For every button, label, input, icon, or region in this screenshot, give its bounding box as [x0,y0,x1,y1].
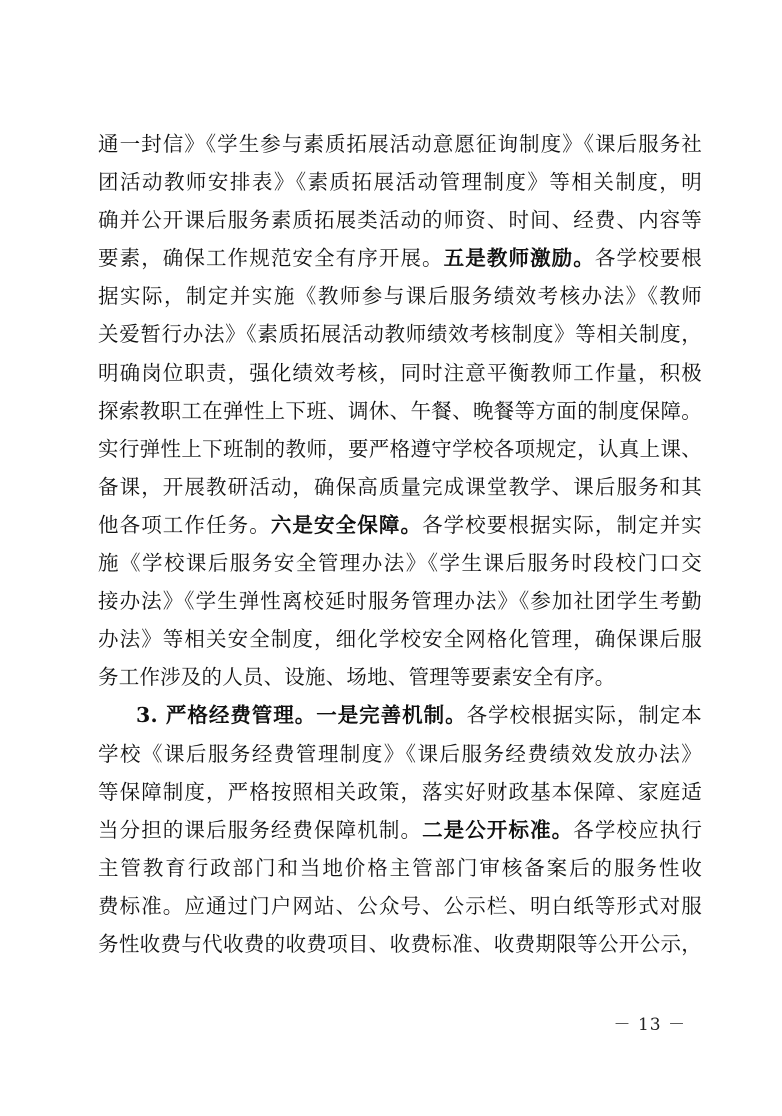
text-segment: 各学校应执行 [573,817,703,842]
text-line [98,658,702,696]
text-segment: 确并公开课后服务素质拓展类活动的师资、时间、经费、内容等 [98,208,702,233]
text-line [98,887,702,925]
text-segment: 等保障制度，严格按照相关政策，落实好财政基本保障、家庭适 [98,779,702,804]
text-line [98,925,702,963]
text-segment: 各学校要根据实际，制定并实 [422,512,702,537]
text-line [98,315,702,353]
text-segment: 费标准。应通过门户网站、公众号、公示栏、明白纸等形式对服 [98,893,702,918]
bold-heading-text: 五是教师激励。 [443,246,595,271]
text-line [98,582,702,620]
text-line [98,696,702,734]
text-segment: 各学校根据实际，制定本 [466,703,702,728]
body-text [98,125,702,963]
text-line [98,354,702,392]
text-line [98,544,702,582]
text-segment: 主管教育行政部门和当地价格主管部门审核备案后的服务性收 [98,855,702,880]
bold-heading-text: 3. 严格经费管理。 [136,703,317,728]
text-segment: 办法》等相关安全制度，细化学校安全网格化管理，确保课后服 [98,627,702,652]
text-segment: 学校《课后服务经费管理制度》《课后服务经费绩效发放办法》 [98,741,702,766]
bold-heading-text: 一是完善机制。 [316,703,467,728]
text-segment: 务性收费与代收费的收费项目、收费标准、收费期限等公开公示， [98,931,702,956]
text-line [98,849,702,887]
text-segment: 探索教职工在弹性上下班、调休、午餐、晚餐等方面的制度保障。 [98,398,702,423]
text-line [98,392,702,430]
text-line [98,201,702,239]
text-segment: 他各项工作任务。 [98,512,271,537]
text-segment: 关爱暂行办法》《素质拓展活动教师绩效考核制度》等相关制度， [98,322,702,347]
text-line [98,773,702,811]
text-line [98,506,702,544]
bold-heading-text: 二是公开标准。 [422,817,574,842]
text-segment: 要素，确保工作规范安全有序开展。 [98,246,444,271]
text-segment: 当分担的课后服务经费保障机制。 [98,817,423,842]
text-segment: 通一封信》《学生参与素质拓展活动意愿征询制度》《课后服务社 [98,132,702,156]
text-line [98,811,702,849]
text-line [98,125,702,163]
bold-heading-text: 六是安全保障。 [270,512,423,537]
text-line [98,163,702,201]
text-segment: 接办法》《学生弹性离校延时服务管理办法》《参加社团学生考勤 [98,589,702,614]
text-segment: 明确岗位职责，强化绩效考核，同时注意平衡教师工作量，积极 [98,360,702,385]
text-line [98,735,702,773]
text-segment: 各学校要根 [594,246,703,271]
text-line [98,239,702,277]
text-segment: 实行弹性上下班制的教师，要严格遵守学校各项规定，认真上课、 [98,436,702,461]
page-number: － 13 － [613,1015,686,1035]
text-line [98,468,702,506]
text-line [98,277,702,315]
text-segment: 团活动教师安排表》《素质拓展活动管理制度》等相关制度，明 [98,170,702,195]
text-line [98,430,702,468]
text-segment: 务工作涉及的人员、设施、场地、管理等要素安全有序。 [98,665,616,690]
text-segment: 据实际，制定并实施《教师参与课后服务绩效考核办法》《教师 [98,284,702,309]
text-segment: 施《学校课后服务安全管理办法》《学生课后服务时段校门口交 [98,551,702,576]
text-segment: 备课，开展教研活动，确保高质量完成课堂教学、课后服务和其 [98,474,702,499]
text-line [98,620,702,658]
